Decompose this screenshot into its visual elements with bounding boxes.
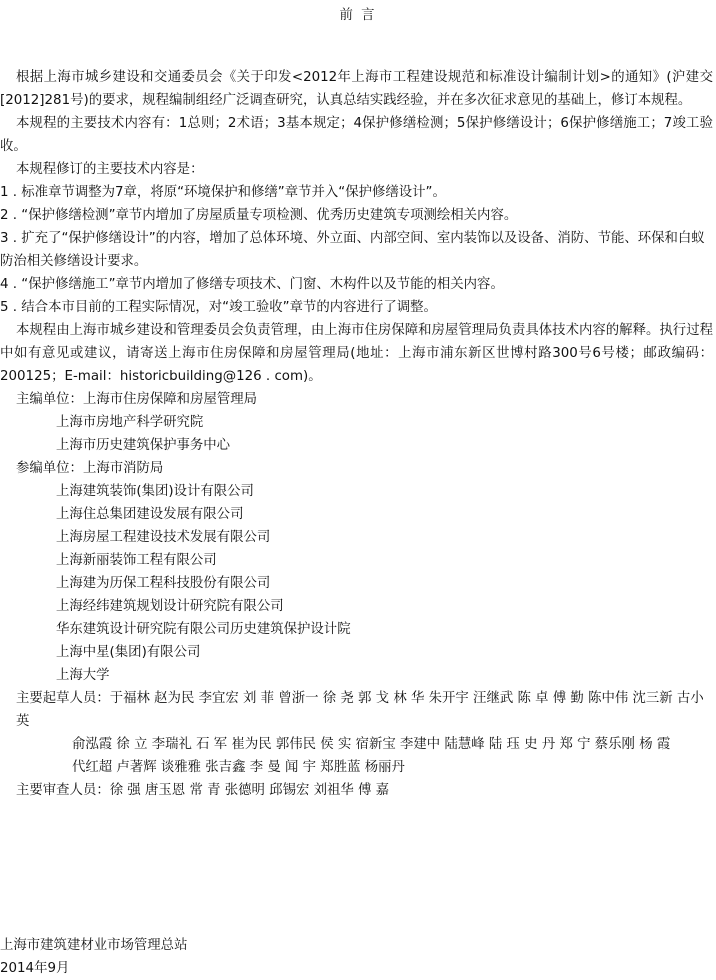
chief-units-section bbox=[0, 388, 713, 457]
content-summary-paragraph: 本规程的主要技术内容有：1总则；2术语；3基本规定；4保护修缮检测；5保护修缮设计；6保护修缮施工；7竣工验收。 bbox=[0, 116, 713, 154]
participating-unit: 上海住总集团建设发展有限公司 bbox=[56, 507, 244, 522]
participating-unit: 上海建筑装饰(集团)设计有限公司 bbox=[56, 484, 254, 499]
revision-intro-paragraph: 本规程修订的主要技术内容是： bbox=[16, 162, 204, 177]
drafters-names: 俞泓霞 徐 立 李瑞礼 石 军 崔为民 郭伟民 侯 实 宿新宝 李建中 陆慧峰 陆 珏 史 丹 郑 宁 蔡乐刚 杨 霞 bbox=[72, 737, 671, 752]
revision-item: 3 . 扩充了“保护修缮设计”的内容，增加了总体环境、外立面、内部空间、室内装饰以及设备、消防、节能、环保和白蚁防治相关修缮设计要求。 bbox=[0, 231, 705, 269]
drafters-section bbox=[0, 687, 713, 779]
drafters-names: 于福林 赵为民 李宜宏 刘 菲 曾浙一 徐 尧 郭 戈 林 华 朱开宇 汪继武 陈 卓 傅 勤 陈中伟 沈三新 古小英 bbox=[16, 691, 704, 729]
participating-unit: 上海建为历保工程科技股份有限公司 bbox=[56, 576, 271, 591]
revision-item: 4 . “保护修缮施工”章节内增加了修缮专项技术、门窗、木构件以及节能的相关内容。 bbox=[0, 277, 504, 292]
drafters-label: 主要起草人员： bbox=[16, 691, 110, 706]
participating-unit: 华东建筑设计研究院有限公司历史建筑保护设计院 bbox=[56, 622, 351, 637]
drafters-names: 代红超 卢著辉 谈雅雅 张吉鑫 李 曼 闻 宇 郑胜蓝 杨丽丹 bbox=[72, 760, 405, 775]
page-title: 前 言 bbox=[339, 8, 377, 23]
participating-unit: 上海经纬建筑规划设计研究院有限公司 bbox=[56, 599, 284, 614]
reviewers-names: 徐 强 唐玉恩 常 青 张德明 邱锡宏 刘祖华 傅 嘉 bbox=[109, 783, 390, 798]
footer bbox=[0, 934, 716, 980]
revision-item: 5 . 结合本市目前的工程实际情况，对“竣工验收”章节的内容进行了调整。 bbox=[0, 300, 437, 315]
publisher-org: 上海市建筑建材业市场管理总站 bbox=[0, 938, 188, 953]
participating-units-row bbox=[0, 457, 713, 480]
chief-unit: 上海市历史建筑保护事务中心 bbox=[56, 438, 231, 453]
revision-list bbox=[0, 181, 713, 319]
management-paragraph: 本规程由上海市城乡建设和管理委员会负责管理，由上海市住房保障和房屋管理局负责具体技术内容的解释。执行过程中如有意见或建议，请寄送上海市住房保障和房屋管理局(地址：上海市浦东新区世博村路300号6号楼；邮政编码：200125；E-mail：historicbuilding@126 . com)。 bbox=[0, 323, 713, 384]
document-body bbox=[0, 66, 713, 802]
revision-item: 1 . 标准章节调整为7章，将原“环境保护和修缮”章节并入“保护修缮设计”。 bbox=[0, 185, 446, 200]
participating-units-label: 参编单位： bbox=[16, 461, 83, 476]
chief-units-row bbox=[0, 388, 713, 411]
participating-units-section bbox=[0, 457, 713, 687]
chief-unit: 上海市住房保障和房屋管理局 bbox=[82, 392, 258, 407]
participating-unit: 上海新丽装饰工程有限公司 bbox=[56, 553, 217, 568]
participating-unit: 上海中星(集团)有限公司 bbox=[56, 645, 201, 660]
chief-unit: 上海市房地产科学研究院 bbox=[56, 415, 204, 430]
participating-unit: 上海大学 bbox=[56, 668, 110, 683]
reviewers-section bbox=[0, 779, 713, 802]
reviewers-label: 主要审查人员： bbox=[16, 783, 110, 798]
participating-unit: 上海房屋工程建设技术发展有限公司 bbox=[56, 530, 271, 545]
chief-units-label: 主编单位： bbox=[16, 392, 83, 407]
participating-unit: 上海市消防局 bbox=[82, 461, 164, 476]
reviewers-row bbox=[0, 779, 713, 802]
publish-date: 2014年9月 bbox=[0, 961, 70, 976]
revision-item: 2 . “保护修缮检测”章节内增加了房屋质量专项检测、优秀历史建筑专项测绘相关内容。 bbox=[0, 208, 518, 223]
drafters-row bbox=[0, 687, 713, 733]
intro-paragraph: 根据上海市城乡建设和交通委员会《关于印发<2012年上海市工程建设规范和标准设计编制计划>的通知》(沪建交[2012]281号)的要求，规程编制组经广泛调查研究，认真总结实践经验，并在多次征求意见的基础上，修订本规程。 bbox=[0, 70, 713, 108]
